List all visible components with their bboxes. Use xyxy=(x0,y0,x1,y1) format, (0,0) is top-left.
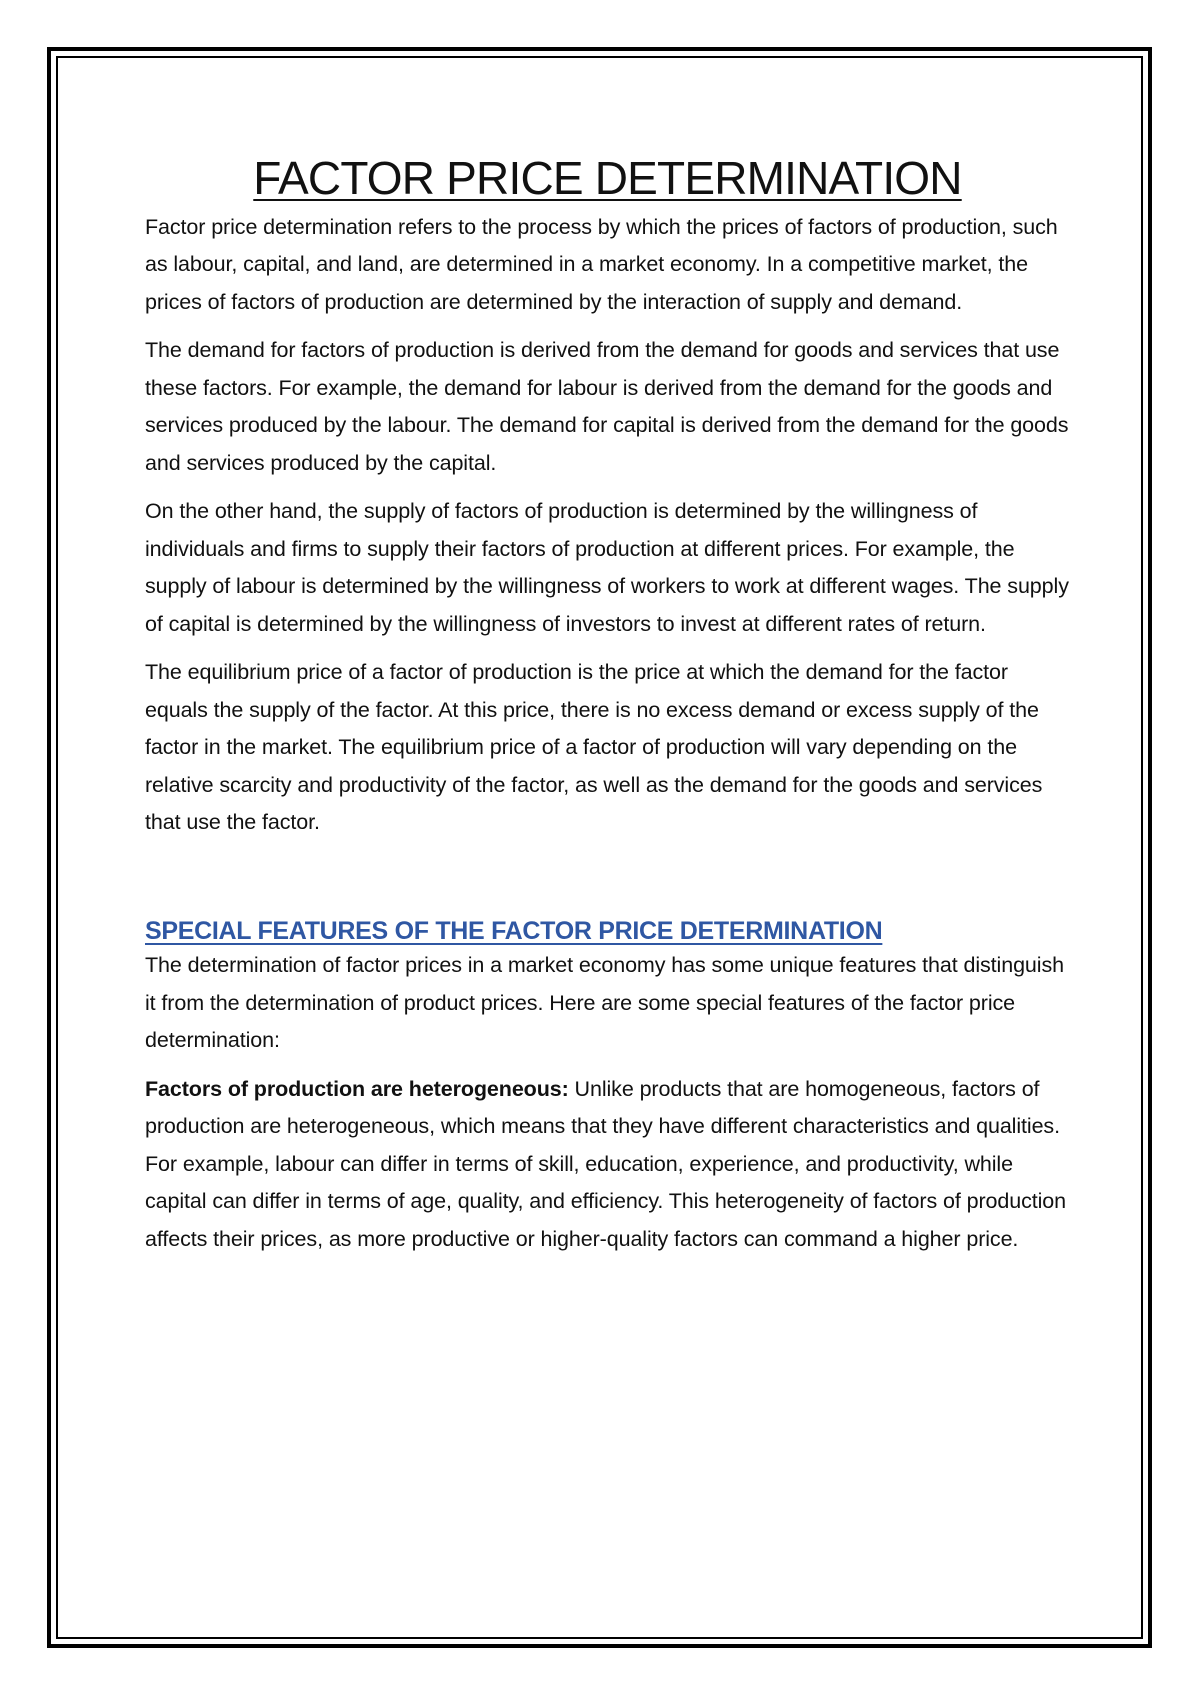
paragraph-feature-heterogeneous xyxy=(145,1071,1070,1259)
paragraph-demand: The demand for factors of production is derived from the demand for goods and services that use these factors. For example, the demand for labour is derived from the demand for the goods and services produced by the labour. The demand for capital is derived from the demand for the goods and services produced by the capital. xyxy=(145,338,1069,475)
section-heading-special-features: SPECIAL FEATURES OF THE FACTOR PRICE DETERMINATION xyxy=(145,916,883,945)
paragraph-equilibrium: The equilibrium price of a factor of production is the price at which the demand for the factor equals the supply of the factor. At this price, there is no excess demand or excess supply of the factor in the market. The equilibrium price of a factor of production will vary depending on the relative scarcity and productivity of the factor, as well as the demand for the goods and services that use the factor. xyxy=(145,660,1043,835)
feature-lead-text: Factors of production are heterogeneous: xyxy=(145,1076,569,1101)
document-body xyxy=(145,152,1070,1269)
paragraph-supply: On the other hand, the supply of factors of production is determined by the willingness of individuals and firms to supply their factors of production at different prices. For example, the supply of labour is determined by the willingness of workers to work at different wages. The supply of capital is determined by the willingness of investors to invest at different rates of return. xyxy=(145,499,1069,636)
paragraph-section-intro: The determination of factor prices in a market economy has some unique features that distinguish it from the determination of product prices. Here are some special features of the factor price determination: xyxy=(145,953,1064,1053)
document-title: FACTOR PRICE DETERMINATION xyxy=(253,152,962,204)
paragraph-definition: Factor price determination refers to the process by which the prices of factors of production, such as labour, capital, and land, are determined in a market economy. In a competitive market, the prices of factors of production are determined by the interaction of supply and demand. xyxy=(145,214,1058,314)
feature-body-text: Unlike products that are homogeneous, factors of production are heterogeneous, which means that they have different characteristics and qualities. For example, labour can differ in terms of skill, education, experience, and productivity, while capital can differ in terms of age, quality, and efficiency. This heterogeneity of factors of production affects their prices, as more productive or higher-quality factors can command a higher price. xyxy=(145,1076,1066,1251)
